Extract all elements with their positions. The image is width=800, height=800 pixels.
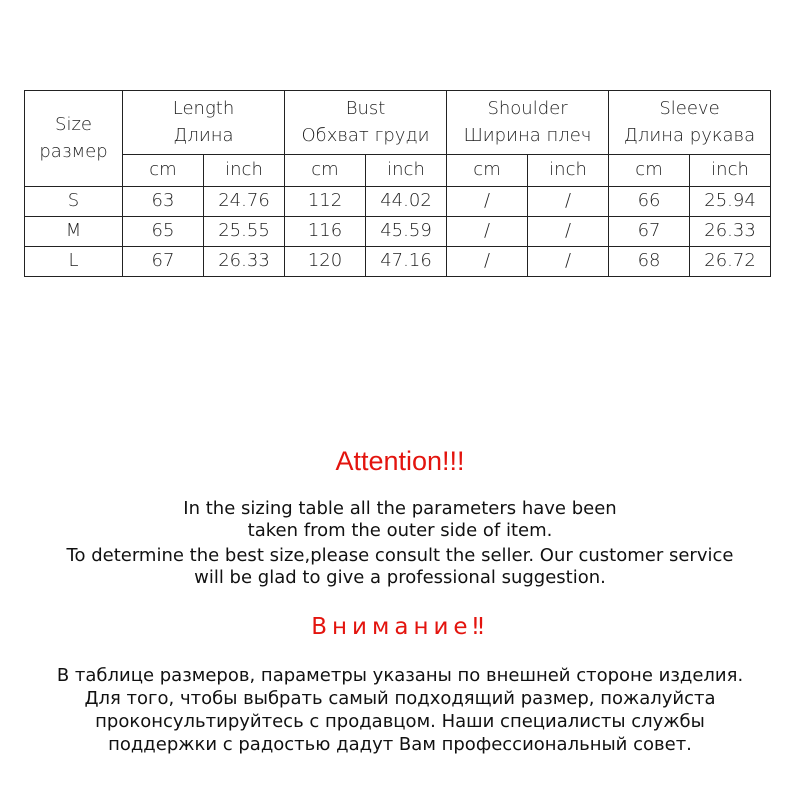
sleeve-header <box>609 91 771 155</box>
note-line: In the sizing table all the parameters have been <box>183 498 617 519</box>
group-label-ru: Длина <box>173 124 234 146</box>
table-row <box>25 187 771 217</box>
attention-title-ru: Внимание‼ <box>311 614 489 640</box>
table-cell: / <box>447 187 528 217</box>
length-header <box>123 91 285 155</box>
note-line: Для того, чтобы выбрать самый подходящий размер, пожалуйста <box>84 688 716 709</box>
unit-cell: inch <box>204 155 285 187</box>
table-cell: 67 <box>123 247 204 277</box>
group-label-en: Sleeve <box>659 98 720 120</box>
note-line: поддержки с радостью дадут Вам профессиональный совет. <box>108 734 692 755</box>
table-header-row <box>25 91 771 155</box>
bust-header <box>285 91 447 155</box>
unit-cell: inch <box>366 155 447 187</box>
sizing-note-ru <box>0 664 800 756</box>
attention-title-en: Attention!!! <box>335 446 465 476</box>
note-line: проконсультируйтесь с продавцом. Наши специалисты службы <box>95 711 705 732</box>
group-label-ru: Длина рукава <box>623 124 756 146</box>
group-label-en: Bust <box>345 98 386 120</box>
table-cell: 24.76 <box>204 187 285 217</box>
size-cell: S <box>25 187 123 217</box>
table-cell: 66 <box>609 187 690 217</box>
sizing-note-en <box>0 498 800 542</box>
table-cell: / <box>447 217 528 247</box>
table-cell: 65 <box>123 217 204 247</box>
table-cell: 26.33 <box>204 247 285 277</box>
group-label-ru: Ширина плеч <box>463 124 592 146</box>
table-cell: / <box>528 217 609 247</box>
table-cell: 112 <box>285 187 366 217</box>
table-cell: 68 <box>609 247 690 277</box>
table-cell: 44.02 <box>366 187 447 217</box>
consult-note-en <box>0 545 800 589</box>
unit-cell: cm <box>285 155 366 187</box>
shoulder-header <box>447 91 609 155</box>
size-header-ru: размер <box>39 140 108 162</box>
table-cell: 120 <box>285 247 366 277</box>
table-cell: 45.59 <box>366 217 447 247</box>
size-header-en: Size <box>55 114 92 136</box>
note-line: taken from the outer side of item. <box>247 520 553 541</box>
table-cell: / <box>447 247 528 277</box>
size-cell: M <box>25 217 123 247</box>
table-row <box>25 247 771 277</box>
table-cell: / <box>528 247 609 277</box>
table-cell: 63 <box>123 187 204 217</box>
unit-cell: inch <box>528 155 609 187</box>
unit-cell: cm <box>609 155 690 187</box>
size-column-header <box>25 91 123 187</box>
group-label-en: Length <box>172 98 235 120</box>
table-cell: 116 <box>285 217 366 247</box>
note-line: В таблице размеров, параметры указаны по внешней стороне изделия. <box>56 665 744 686</box>
units-row <box>25 155 771 187</box>
table-cell: 25.55 <box>204 217 285 247</box>
table-cell: 25.94 <box>690 187 771 217</box>
table-cell: / <box>528 187 609 217</box>
table-cell: 26.33 <box>690 217 771 247</box>
table-cell: 47.16 <box>366 247 447 277</box>
note-line: To determine the best size,please consult the seller. Our customer service <box>66 545 734 566</box>
table-cell: 26.72 <box>690 247 771 277</box>
group-label-en: Shoulder <box>487 98 568 120</box>
unit-cell: cm <box>123 155 204 187</box>
size-chart-table <box>24 90 771 277</box>
unit-cell: cm <box>447 155 528 187</box>
note-line: will be glad to give a professional suggestion. <box>194 567 606 588</box>
table-cell: 67 <box>609 217 690 247</box>
table-row <box>25 217 771 247</box>
group-label-ru: Обхват груди <box>301 124 430 146</box>
unit-cell: inch <box>690 155 771 187</box>
size-cell: L <box>25 247 123 277</box>
